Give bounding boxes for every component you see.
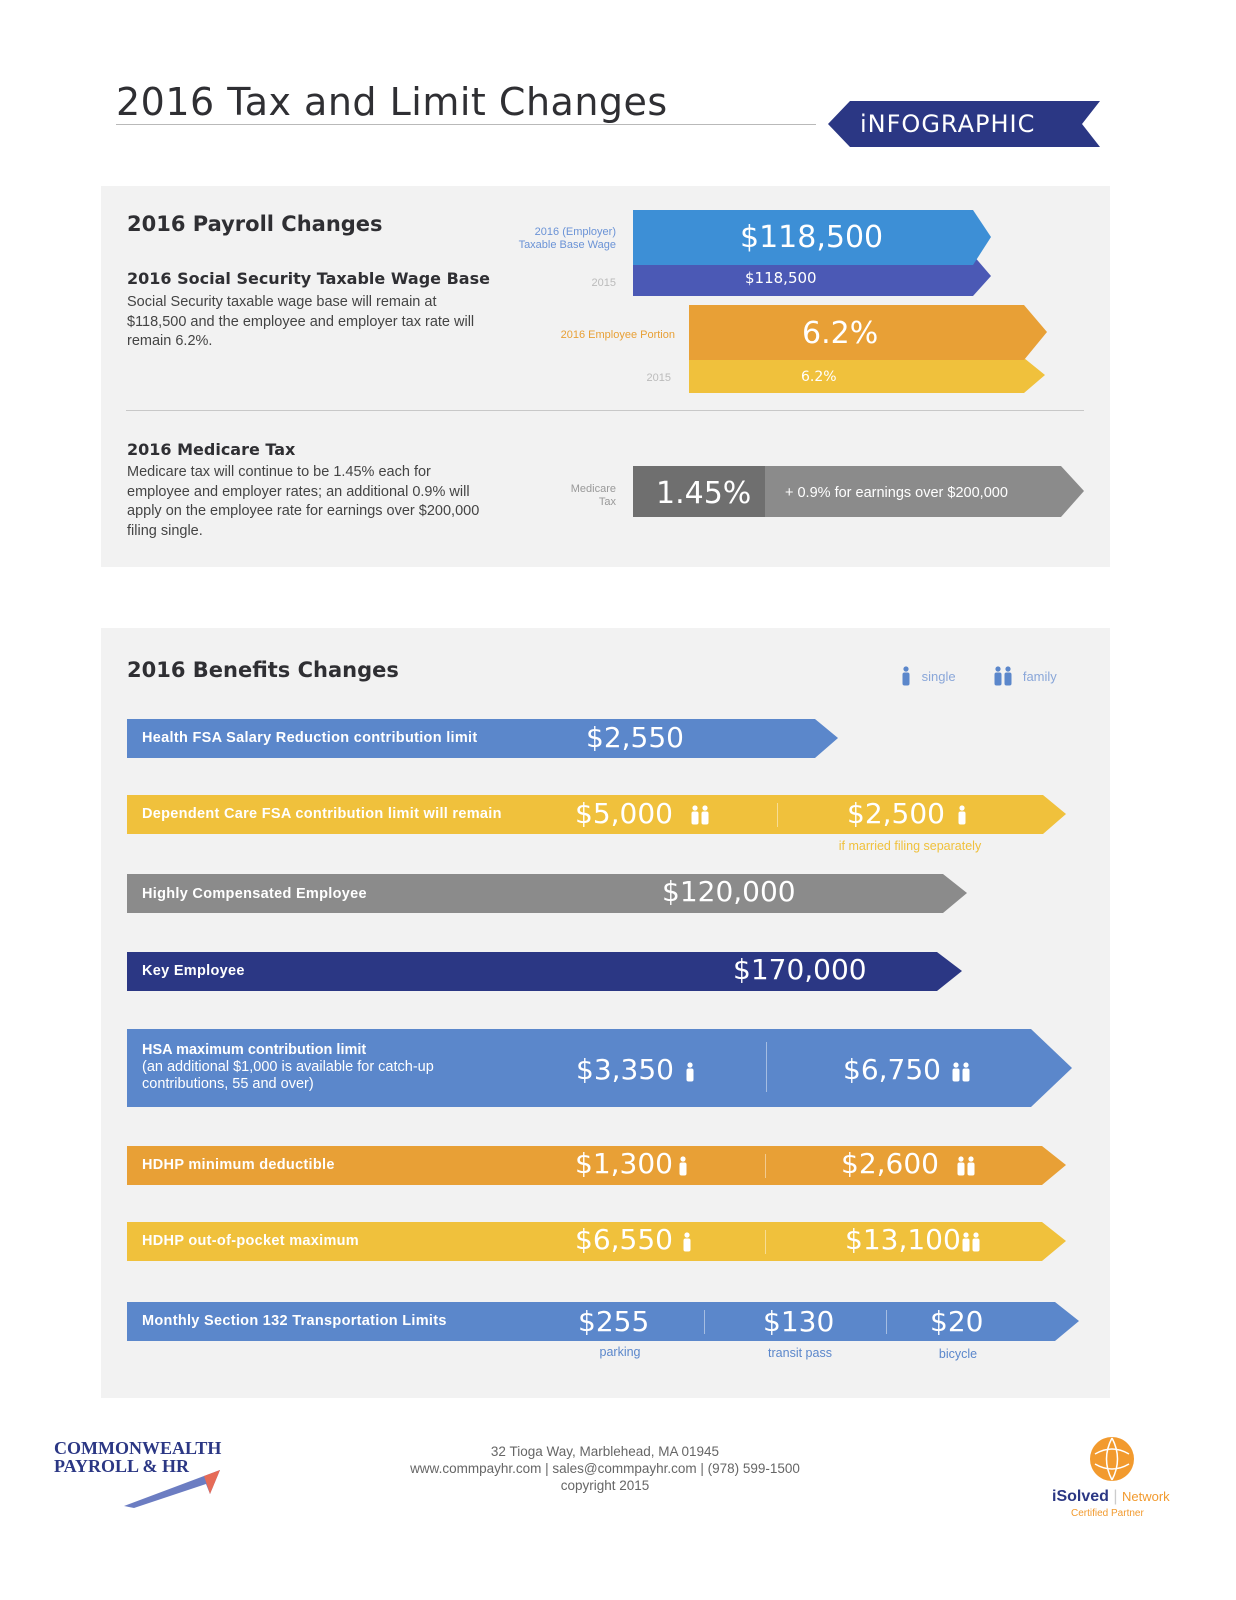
hdhp-deductible-separator — [765, 1154, 766, 1178]
hsa-separator — [766, 1042, 767, 1092]
key-employee-value: $170,000 — [733, 953, 867, 986]
person-single-icon — [900, 666, 912, 689]
benefits-title: 2016 Benefits Changes — [127, 658, 399, 682]
transit-label: transit pass — [768, 1346, 832, 1360]
partner-brand: iSolved — [1052, 1488, 1109, 1505]
hdhp-deductible-label: HDHP minimum deductible — [142, 1157, 335, 1173]
bicycle-label: bicycle — [938, 1347, 978, 1361]
transit-value: $130 — [763, 1305, 835, 1338]
medicare-rate: 1.45% — [656, 476, 752, 511]
health-fsa-label: Health FSA Salary Reduction contribution limit — [142, 730, 478, 746]
person-family-icon — [690, 805, 710, 825]
logo-line1: COMMONWEALTH — [54, 1438, 222, 1458]
payroll-divider — [126, 410, 1084, 411]
hdhp-oop-single: $6,550 — [575, 1223, 673, 1256]
rate-2015-value: 6.2% — [801, 369, 837, 385]
legend — [900, 666, 1057, 689]
dep-care-separator — [777, 803, 778, 827]
logo-line2: PAYROLL & HR — [54, 1456, 190, 1476]
medicare-label-line2: Tax — [598, 496, 616, 508]
hsa-label-line2: (an additional $1,000 is available for catch-up — [142, 1059, 434, 1075]
hsa-label-line3: contributions, 55 and over) — [142, 1076, 314, 1092]
rate-label: 2016 Employee Portion — [560, 329, 675, 341]
person-family-icon — [951, 1062, 971, 1082]
ss-heading: 2016 Social Security Taxable Wage Base — [127, 269, 490, 288]
wage-2015-value: $118,500 — [745, 269, 817, 287]
legend-single: single — [921, 668, 956, 684]
health-fsa-value: $2,550 — [586, 721, 684, 754]
bicycle-value: $20 — [930, 1305, 984, 1338]
wage-label-line2: Taxable Base Wage — [518, 239, 616, 251]
medicare-label-line1: Medicare — [570, 483, 616, 495]
medicare-extra: + 0.9% for earnings over $200,000 — [785, 485, 1008, 501]
hdhp-oop-label: HDHP out-of-pocket maximum — [142, 1233, 359, 1249]
transport-separator-2 — [886, 1310, 887, 1334]
person-family-icon — [956, 1156, 976, 1176]
person-family-icon — [961, 1232, 981, 1252]
wage-label — [480, 226, 616, 252]
parking-label: parking — [599, 1345, 641, 1359]
transport-separator-1 — [704, 1310, 705, 1334]
wage-label-line1: 2016 (Employer) — [534, 226, 616, 238]
ss-body: Social Security taxable wage base will remain at $118,500 and the employee and employer tax rate will remain 6.2%. — [127, 294, 475, 349]
hce-label: Highly Compensated Employee — [142, 886, 367, 902]
hdhp-oop-family: $13,100 — [845, 1223, 961, 1256]
dep-care-note: if married filing separately — [838, 839, 982, 853]
partner-globe-icon — [1089, 1436, 1135, 1482]
person-single-icon — [684, 1062, 696, 1082]
medicare-heading: 2016 Medicare Tax — [127, 440, 296, 459]
title-divider — [116, 124, 816, 125]
footer-contact — [318, 1443, 892, 1494]
dep-care-single-value: $2,500 — [847, 797, 945, 830]
hce-value: $120,000 — [662, 875, 796, 908]
footer-links[interactable]: www.commpayhr.com | sales@commpayhr.com | (978) 599-1500 — [410, 1461, 800, 1476]
partner-logo: iSolved | Network — [1052, 1488, 1170, 1505]
person-single-icon — [956, 805, 968, 825]
medicare-label — [530, 483, 616, 509]
hsa-family-value: $6,750 — [843, 1053, 941, 1086]
legend-family: family — [1022, 668, 1057, 684]
person-single-icon — [681, 1232, 693, 1252]
partner-network: Network — [1121, 1489, 1170, 1504]
badge-label: iNFOGRAPHIC — [860, 110, 1036, 138]
partner-tag: Certified Partner — [1071, 1508, 1144, 1519]
footer-address: 32 Tioga Way, Marblehead, MA 01945 — [490, 1444, 720, 1459]
hsa-single-value: $3,350 — [576, 1053, 674, 1086]
rate-2015-bar — [689, 358, 1049, 394]
key-employee-label: Key Employee — [142, 963, 245, 979]
page-title: 2016 Tax and Limit Changes — [116, 80, 668, 124]
hsa-label-line1: HSA maximum contribution limit — [142, 1042, 367, 1058]
wage-2016-value: $118,500 — [740, 220, 884, 255]
hdhp-deductible-single: $1,300 — [575, 1147, 673, 1180]
rate-2015-label: 2015 — [646, 372, 671, 384]
wage-2015-label: 2015 — [591, 277, 616, 289]
payroll-title: 2016 Payroll Changes — [127, 212, 383, 236]
footer-copyright: copyright 2015 — [560, 1478, 650, 1493]
dep-care-family-value: $5,000 — [575, 797, 673, 830]
medicare-body: Medicare tax will continue to be 1.45% each for employee and employer rates; an additional 0.9% will apply on the employee rate for earnings over $200,000 filing single. — [127, 464, 480, 539]
person-family-icon — [993, 666, 1013, 689]
dep-care-label: Dependent Care FSA contribution limit will remain — [142, 806, 502, 822]
rate-2016-value: 6.2% — [802, 316, 879, 351]
logo-swoosh-icon — [124, 1470, 222, 1510]
parking-value: $255 — [578, 1305, 650, 1338]
hdhp-deductible-family: $2,600 — [841, 1147, 939, 1180]
transport-label: Monthly Section 132 Transportation Limits — [142, 1313, 447, 1329]
hsa-label — [142, 1042, 434, 1093]
hdhp-oop-separator — [765, 1230, 766, 1254]
person-single-icon — [677, 1156, 689, 1176]
